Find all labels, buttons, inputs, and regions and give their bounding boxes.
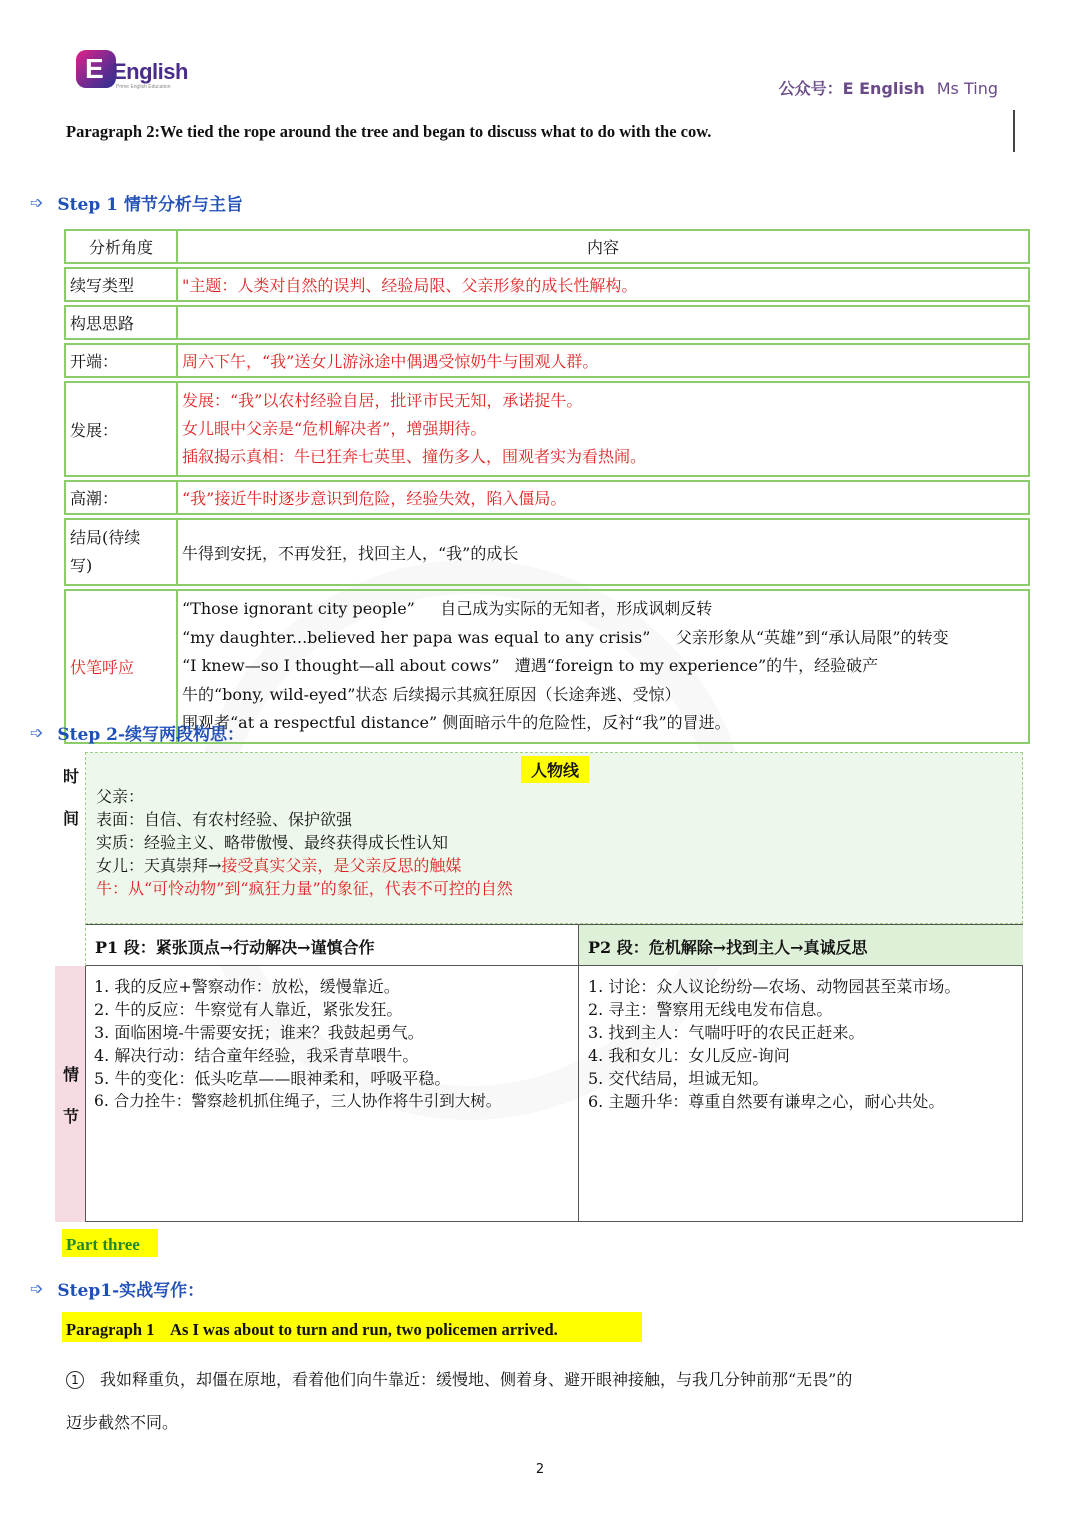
paragraph1-label: Paragraph 1 As I was about to turn and run, two policemen arrived. — [62, 1312, 642, 1342]
list-item: 2. 寻主：警察用无线电发布信息。 — [588, 1000, 833, 1019]
account-id: 公众号：E English — [778, 79, 925, 98]
row-key: 发展： — [64, 381, 178, 477]
row-value: "主题：人类对自然的误判、经验局限、父亲形象的成长性解构。 — [178, 267, 1030, 302]
account-label — [779, 76, 998, 99]
side-time: 时 间 — [55, 752, 86, 966]
part-three-label: Part three — [62, 1229, 158, 1257]
p1-items — [86, 966, 578, 1222]
table-row — [64, 518, 1030, 586]
side-plot: 情 节 — [55, 966, 86, 1222]
header-value: 内容 — [178, 229, 1030, 264]
row-value — [178, 305, 1030, 340]
list-item: 2. 牛的反应：牛察觉有人靠近，紧张发狂。 — [94, 1000, 403, 1019]
table-row — [64, 305, 1030, 340]
character-line-title: 人物线 — [521, 756, 589, 783]
step2-title: Step 2-续写两段构思： — [57, 725, 245, 745]
logo-subtitle: Prime English Education — [116, 84, 171, 90]
logo-badge: E — [76, 50, 116, 88]
row-key: 结局(待续 写) — [64, 518, 178, 586]
list-item: 5. 交代结局，坦诚无知。 — [588, 1069, 769, 1088]
row-value: “我”接近牛时逐步意识到危险，经验失效，陷入僵局。 — [178, 480, 1030, 515]
list-item: 4. 我和女儿：女儿反应-询问 — [588, 1046, 790, 1065]
list-item: 6. 合力拴牛：警察趁机抓住绳子，三人协作将牛引到大树。 — [94, 1092, 502, 1110]
account-name: Ms Ting — [936, 79, 998, 98]
row-value: 牛得到安抚，不再发狂，找回主人，“我”的成长 — [178, 518, 1030, 586]
row-key: 开端： — [64, 343, 178, 378]
logo — [76, 50, 186, 92]
table-header-row — [64, 229, 1030, 264]
step1-title: Step 1 情节分析与主旨 — [57, 195, 243, 215]
list-item: 6. 主题升华：尊重自然要有谦卑之心，耐心共处。 — [588, 1092, 945, 1111]
list-item: 1. 我的反应+警察动作：放松，缓慢靠近。 — [94, 977, 400, 996]
list-item: 3. 找到主人：气喘吁吁的农民正赶来。 — [588, 1023, 865, 1042]
row-value: “Those ignorant city people” 自己成为实际的无知者，形成讽刺反转 “my daughter...believed her papa was equal to any crisis” 父亲形象从“英雄”到“承认局限”的转变 “I knew—so I thought—all about cows” 遭遇“foreign to my experience”的牛，经验破产 牛的“bony, wild-eyed”状态 后续揭示其疯狂原因（长途奔逃、受惊） 围观者“at a respectful distance” 侧面暗示牛的危险性，反衬“我”的冒进。 — [178, 589, 1030, 744]
divider — [1013, 110, 1015, 152]
p2-header: P2 段：危机解除→找到主人→真诚反思 — [578, 924, 1023, 966]
list-item: 4. 解决行动：结合童年经验，我采青草喂牛。 — [94, 1046, 419, 1065]
analysis-table — [64, 226, 1030, 747]
row-value: 周六下午，“我”送女儿游泳途中偶遇受惊奶牛与围观人群。 — [178, 343, 1030, 378]
page-number: 2 — [535, 1462, 545, 1477]
paragraph-title: Paragraph 2:We tied the rope around the tree and began to discuss what to do with the cow. — [66, 122, 712, 141]
plan-table — [55, 752, 1023, 1222]
row-key: 构思思路 — [64, 305, 178, 340]
logo-text: English — [112, 59, 188, 84]
character-lines: 父亲： 表面：自信、有农村经验、保护欲强 实质：经验主义、略带傲慢、最终获得成长性认知 女儿：天真崇拜→接受真实父亲，是父亲反思的触媒 牛：从“可怜动物”到“疯狂力量”的象征，代表不可控的自然 — [96, 787, 513, 898]
arrow-icon: ➩ — [30, 723, 44, 742]
list-item: 5. 牛的变化：低头吃草——眼神柔和，呼吸平稳。 — [94, 1069, 451, 1088]
row-value: 发展：“我”以农村经验自居，批评市民无知，承诺捉牛。 女儿眼中父亲是“危机解决者”，增强期待。 插叙揭示真相：牛已狂奔七英里、撞伤多人，围观者实为看热闹。 — [178, 381, 1030, 477]
circled-number: 1 — [66, 1371, 84, 1389]
table-row — [64, 381, 1030, 477]
p2-items — [578, 966, 1023, 1222]
list-item: 1. 讨论：众人议论纷纷—农场、动物园甚至菜市场。 — [588, 977, 961, 996]
step1-writing-heading — [30, 1276, 204, 1301]
row-key: 续写类型 — [64, 267, 178, 302]
step1-writing-title: Step1-实战写作： — [57, 1281, 205, 1301]
p1-header: P1 段：紧张顶点→行动解决→谨慎合作 — [86, 924, 578, 966]
table-row — [64, 480, 1030, 515]
header-key: 分析角度 — [64, 229, 178, 264]
step1-heading — [30, 190, 243, 215]
row-key: 伏笔呼应 — [64, 589, 178, 744]
table-row — [64, 343, 1030, 378]
arrow-icon: ➩ — [30, 1279, 44, 1298]
step2-heading — [30, 720, 244, 745]
arrow-icon: ➩ — [30, 193, 44, 212]
table-row — [64, 267, 1030, 302]
list-item: 3. 面临困境-牛需要安抚；谁来？我鼓起勇气。 — [94, 1023, 424, 1042]
essay-text: 1 我如释重负，却僵在原地，看着他们向牛靠近：缓慢地、侧着身、避开眼神接触，与我几分钟前那“无畏”的 迈步截然不同。 — [66, 1370, 853, 1432]
row-key: 高潮： — [64, 480, 178, 515]
